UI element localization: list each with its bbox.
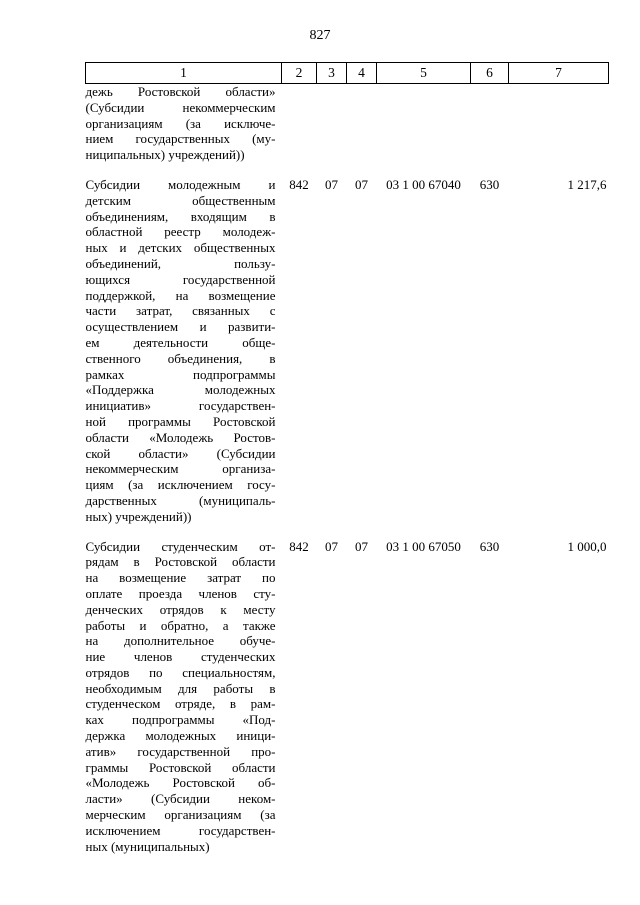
section-code: 07 xyxy=(325,176,338,192)
section-code xyxy=(317,84,347,163)
description-line: отрядов по специальностям, xyxy=(85,664,276,680)
description-line: рамках подпрограммы xyxy=(85,366,276,382)
description-line: части затрат, связанных с xyxy=(85,303,276,319)
description-line: детским общественным xyxy=(85,192,276,208)
description-line: ем деятельности обще- xyxy=(85,334,276,350)
row-description xyxy=(86,177,282,525)
description-line: ках подпрограммы «Под- xyxy=(85,712,276,728)
description-line: Субсидии молодежным и xyxy=(85,176,276,192)
subsection-code: 07 xyxy=(355,538,368,554)
description-line: поддержкой, на возмещение xyxy=(85,287,276,303)
ministry-code: 842 xyxy=(289,538,309,554)
ministry-code: 842 xyxy=(289,176,309,192)
page-number: 827 xyxy=(309,28,331,43)
description-line: «Поддержка молодежных xyxy=(85,382,276,398)
description-line: «Молодежь Ростовской об- xyxy=(85,775,276,791)
description-line: объединениям, входящим в xyxy=(85,208,276,224)
table-row xyxy=(86,539,609,855)
description-line: объединений, пользу- xyxy=(85,255,276,271)
target-article-code xyxy=(377,84,471,163)
description-line: ной программы Ростовской xyxy=(85,413,276,429)
table-header-row xyxy=(86,63,609,84)
description-line: денческих отрядов к месту xyxy=(85,601,276,617)
description-line: циям (за исключением госу- xyxy=(85,477,276,493)
description-line: ных и детских общественных xyxy=(85,240,276,256)
target-article-code: 03 1 00 67040 xyxy=(386,176,461,192)
description-line: атив» государственной про- xyxy=(85,743,276,759)
row-spacer xyxy=(86,163,609,177)
amount-value: 1 000,0 xyxy=(567,538,607,554)
description-line: инициатив» государствен- xyxy=(85,398,276,414)
description-line: ных) учреждений)) xyxy=(85,508,192,524)
description-line: областной реестр молодеж- xyxy=(85,224,276,240)
subsection-code xyxy=(347,84,377,163)
table-body xyxy=(86,84,609,855)
table-row xyxy=(86,84,609,163)
description-line: рядам в Ростовской области xyxy=(85,554,276,570)
description-line: исключением государствен- xyxy=(85,822,276,838)
description-line: дарственных (муниципаль- xyxy=(85,492,276,508)
description-line: дежь Ростовской области» xyxy=(85,84,276,99)
table-row xyxy=(86,177,609,525)
amount-value xyxy=(509,84,609,163)
description-line: ственного объединения, в xyxy=(85,350,276,366)
expense-type-code xyxy=(471,84,509,163)
row-description xyxy=(86,539,282,855)
description-line: студенческом отряде, в рам- xyxy=(85,696,276,712)
description-line: необходимым для работы в xyxy=(85,680,276,696)
description-line: ской области» (Субсидии xyxy=(85,445,276,461)
description-line: некоммерческим организа- xyxy=(85,461,276,477)
description-line: граммы Ростовской области xyxy=(85,759,276,775)
description-line: на возмещение затрат по xyxy=(85,570,276,586)
column-header: 2 xyxy=(282,63,317,84)
row-description xyxy=(86,84,282,163)
subsection-code: 07 xyxy=(355,176,368,192)
expense-type-code: 630 xyxy=(479,538,500,554)
description-line: ных (муниципальных) xyxy=(85,838,210,854)
description-line: на дополнительное обуче- xyxy=(85,633,276,649)
column-header: 3 xyxy=(317,63,347,84)
description-line: Субсидии студенческим от- xyxy=(85,538,276,554)
ministry-code xyxy=(282,84,317,163)
description-line: мерческим организациям (за xyxy=(85,807,276,823)
description-line: ющихся государственной xyxy=(85,271,276,287)
description-line: ниципальных) учреждений)) xyxy=(85,147,245,163)
amount-value: 1 217,6 xyxy=(567,176,607,192)
expense-type-code: 630 xyxy=(479,176,500,192)
description-line: оплате проезда членов сту- xyxy=(85,585,276,601)
row-spacer xyxy=(86,525,609,539)
section-code: 07 xyxy=(325,538,338,554)
column-header: 1 xyxy=(86,63,282,84)
budget-table xyxy=(85,62,609,854)
description-line: (Субсидии некоммерческим xyxy=(85,99,276,115)
description-line: работы и обратно, а также xyxy=(85,617,276,633)
description-line: осуществлением и развити- xyxy=(85,319,276,335)
column-header: 6 xyxy=(471,63,509,84)
row-spacer-cell xyxy=(86,163,609,177)
row-spacer-cell xyxy=(86,525,609,539)
description-line: ласти» (Субсидии неком- xyxy=(85,791,276,807)
target-article-code: 03 1 00 67050 xyxy=(386,538,461,554)
description-line: нием государственных (му- xyxy=(85,131,276,147)
column-header: 7 xyxy=(509,63,609,84)
description-line: ние членов студенческих xyxy=(85,649,276,665)
description-line: держка молодежных иници- xyxy=(85,728,276,744)
description-line: области «Молодежь Ростов- xyxy=(85,429,276,445)
column-header: 5 xyxy=(377,63,471,84)
column-header: 4 xyxy=(347,63,377,84)
description-line: организациям (за исключе- xyxy=(85,115,276,131)
